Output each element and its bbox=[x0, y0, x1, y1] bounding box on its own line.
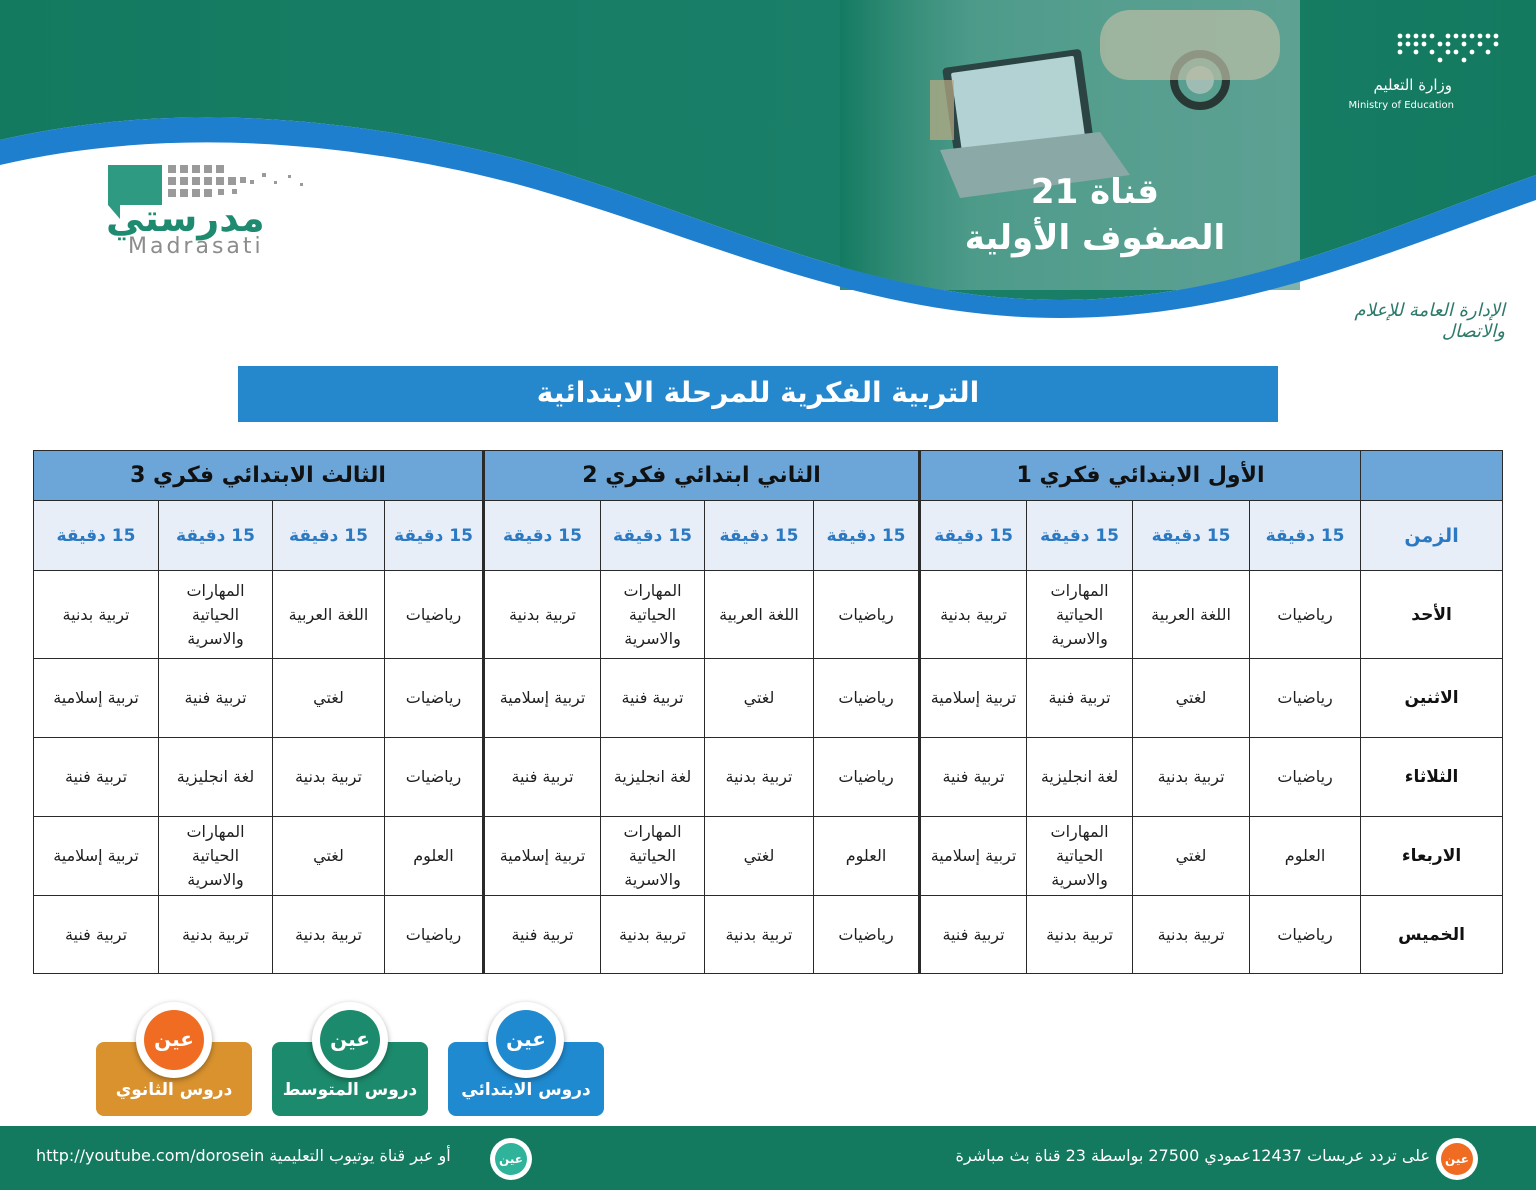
subject-cell: تربية بدنية bbox=[705, 896, 814, 974]
subject-cell: تربية بدنية bbox=[159, 896, 273, 974]
subject-cell: تربية فنية bbox=[484, 896, 601, 974]
subject-cell: لغتي bbox=[273, 817, 385, 896]
subject-cell: لغة انجليزية bbox=[1027, 738, 1133, 817]
subject-cell: المهارات الحياتية والاسرية bbox=[1027, 571, 1133, 659]
subject-cell: العلوم bbox=[385, 817, 484, 896]
day-cell: الخميس bbox=[1361, 896, 1503, 974]
madrasati-wordmark-arabic: مدرستي bbox=[106, 196, 265, 240]
subject-cell: تربية بدنية bbox=[601, 896, 705, 974]
ministry-name-arabic: وزارة التعليم bbox=[1373, 76, 1452, 94]
subject-cell: رياضيات bbox=[385, 659, 484, 738]
subject-cell: رياضيات bbox=[1250, 659, 1361, 738]
middle-lessons-button[interactable] bbox=[272, 1027, 428, 1116]
subject-cell: اللغة العربية bbox=[273, 571, 385, 659]
footer-bar bbox=[0, 1126, 1536, 1190]
duration-cell: 15 دقيقة bbox=[1027, 501, 1133, 571]
ein-tv-icon bbox=[1436, 1138, 1478, 1180]
satellite-frequency-text: على تردد عربسات 12437عمودي 27500 بواسطة 23 قناة بث مباشرة bbox=[955, 1146, 1430, 1165]
subject-cell: تربية فنية bbox=[484, 738, 601, 817]
subject-cell: تربية إسلامية bbox=[34, 817, 159, 896]
subject-cell: رياضيات bbox=[1250, 896, 1361, 974]
subject-cell: لغتي bbox=[705, 659, 814, 738]
subject-cell: رياضيات bbox=[1250, 571, 1361, 659]
duration-cell: 15 دقيقة bbox=[385, 501, 484, 571]
subject-cell: تربية بدنية bbox=[1027, 896, 1133, 974]
ministry-name-english: Ministry of Education bbox=[1348, 100, 1454, 111]
ein-badge-icon bbox=[136, 1002, 212, 1078]
subject-cell: تربية إسلامية bbox=[34, 659, 159, 738]
subject-cell: اللغة العربية bbox=[705, 571, 814, 659]
table-row bbox=[34, 817, 1503, 896]
ein-badge-label: عين bbox=[144, 1010, 204, 1070]
duration-cell: 15 دقيقة bbox=[814, 501, 920, 571]
youtube-url-link[interactable]: http://youtube.com/dorosein bbox=[36, 1146, 265, 1165]
subject-cell: تربية فنية bbox=[159, 659, 273, 738]
subject-cell: تربية بدنية bbox=[1133, 738, 1250, 817]
duration-cell: 15 دقيقة bbox=[1250, 501, 1361, 571]
subject-cell: اللغة العربية bbox=[1133, 571, 1250, 659]
duration-cell: 15 دقيقة bbox=[705, 501, 814, 571]
channel-number: قناة 21 bbox=[1030, 172, 1160, 212]
channel-subtitle: الصفوف الأولية bbox=[964, 218, 1226, 258]
day-cell: الثلاثاء bbox=[1361, 738, 1503, 817]
subject-cell: لغة انجليزية bbox=[601, 738, 705, 817]
ein-youtube-label: عين bbox=[495, 1143, 527, 1175]
subject-cell: تربية فنية bbox=[34, 896, 159, 974]
subject-cell: تربية بدنية bbox=[273, 738, 385, 817]
subject-cell: تربية بدنية bbox=[34, 571, 159, 659]
time-header: الزمن bbox=[1361, 501, 1503, 571]
subject-cell: لغتي bbox=[1133, 817, 1250, 896]
subject-cell: تربية بدنية bbox=[705, 738, 814, 817]
ein-youtube-icon bbox=[490, 1138, 532, 1180]
grade-header-2: الثاني ابتدائي فكري 2 bbox=[484, 451, 920, 501]
subject-cell: تربية فنية bbox=[601, 659, 705, 738]
subject-cell: تربية بدنية bbox=[273, 896, 385, 974]
admin-signature-logo: الإدارة العامة للإعلام والاتصال bbox=[1354, 300, 1505, 342]
subject-cell: رياضيات bbox=[385, 896, 484, 974]
primary-lessons-button[interactable] bbox=[448, 1027, 604, 1116]
channel-title bbox=[930, 170, 1260, 262]
subject-cell: تربية فنية bbox=[920, 896, 1027, 974]
subject-cell: رياضيات bbox=[814, 571, 920, 659]
duration-cell: 15 دقيقة bbox=[34, 501, 159, 571]
subject-cell: لغة انجليزية bbox=[159, 738, 273, 817]
subject-cell: العلوم bbox=[1250, 817, 1361, 896]
primary-lessons-label: دروس الابتدائي bbox=[461, 1080, 591, 1100]
table-row bbox=[34, 896, 1503, 974]
subject-cell: تربية إسلامية bbox=[484, 817, 601, 896]
subject-cell: رياضيات bbox=[385, 738, 484, 817]
subject-cell: تربية بدنية bbox=[484, 571, 601, 659]
subject-cell: المهارات الحياتية والاسرية bbox=[601, 817, 705, 896]
subject-cell: لغتي bbox=[705, 817, 814, 896]
ein-tv-label: عين bbox=[1441, 1143, 1473, 1175]
ein-badge-label: عين bbox=[496, 1010, 556, 1070]
table-row bbox=[34, 738, 1503, 817]
subject-cell: المهارات الحياتية والاسرية bbox=[159, 817, 273, 896]
subject-cell: لغتي bbox=[1133, 659, 1250, 738]
subject-cell: العلوم bbox=[814, 817, 920, 896]
subject-cell: رياضيات bbox=[1250, 738, 1361, 817]
grade-header-3: الثالث الابتدائي فكري 3 bbox=[34, 451, 484, 501]
ein-badge-label: عين bbox=[320, 1010, 380, 1070]
grade-header-1: الأول الابتدائي فكري 1 bbox=[920, 451, 1361, 501]
madrasati-wordmark-english: Madrasati bbox=[128, 234, 264, 259]
ein-badge-icon bbox=[488, 1002, 564, 1078]
day-cell: الأحد bbox=[1361, 571, 1503, 659]
subject-cell: تربية فنية bbox=[920, 738, 1027, 817]
day-cell: الاثنين bbox=[1361, 659, 1503, 738]
subject-cell: رياضيات bbox=[385, 571, 484, 659]
subject-cell: المهارات الحياتية والاسرية bbox=[1027, 817, 1133, 896]
subject-cell: تربية بدنية bbox=[1133, 896, 1250, 974]
duration-cell: 15 دقيقة bbox=[601, 501, 705, 571]
subject-cell: رياضيات bbox=[814, 896, 920, 974]
table-row bbox=[34, 659, 1503, 738]
duration-cell: 15 دقيقة bbox=[484, 501, 601, 571]
youtube-info bbox=[36, 1146, 451, 1165]
secondary-lessons-button[interactable] bbox=[96, 1027, 252, 1116]
subject-cell: تربية بدنية bbox=[920, 571, 1027, 659]
middle-lessons-label: دروس المتوسط bbox=[282, 1080, 418, 1100]
grade-header-row bbox=[34, 451, 1503, 501]
subject-cell: رياضيات bbox=[814, 659, 920, 738]
subject-cell: تربية إسلامية bbox=[920, 659, 1027, 738]
schedule-table bbox=[33, 450, 1503, 974]
subject-cell: تربية فنية bbox=[1027, 659, 1133, 738]
subject-cell: المهارات الحياتية والاسرية bbox=[159, 571, 273, 659]
table-row bbox=[34, 571, 1503, 659]
secondary-lessons-label: دروس الثانوي bbox=[115, 1080, 233, 1100]
grade-header-blank bbox=[1361, 451, 1503, 501]
subject-cell: تربية إسلامية bbox=[920, 817, 1027, 896]
duration-cell: 15 دقيقة bbox=[1133, 501, 1250, 571]
subject-cell: لغتي bbox=[273, 659, 385, 738]
ein-badge-icon bbox=[312, 1002, 388, 1078]
youtube-channel-text: أو عبر قناة يوتيوب التعليمية bbox=[269, 1146, 451, 1165]
subject-cell: تربية فنية bbox=[34, 738, 159, 817]
page-title-banner: التربية الفكرية للمرحلة الابتدائية bbox=[238, 366, 1278, 422]
duration-cell: 15 دقيقة bbox=[273, 501, 385, 571]
duration-row bbox=[34, 501, 1503, 571]
subject-cell: المهارات الحياتية والاسرية bbox=[601, 571, 705, 659]
duration-cell: 15 دقيقة bbox=[920, 501, 1027, 571]
subject-cell: تربية إسلامية bbox=[484, 659, 601, 738]
subject-cell: رياضيات bbox=[814, 738, 920, 817]
day-cell: الاربعاء bbox=[1361, 817, 1503, 896]
duration-cell: 15 دقيقة bbox=[159, 501, 273, 571]
